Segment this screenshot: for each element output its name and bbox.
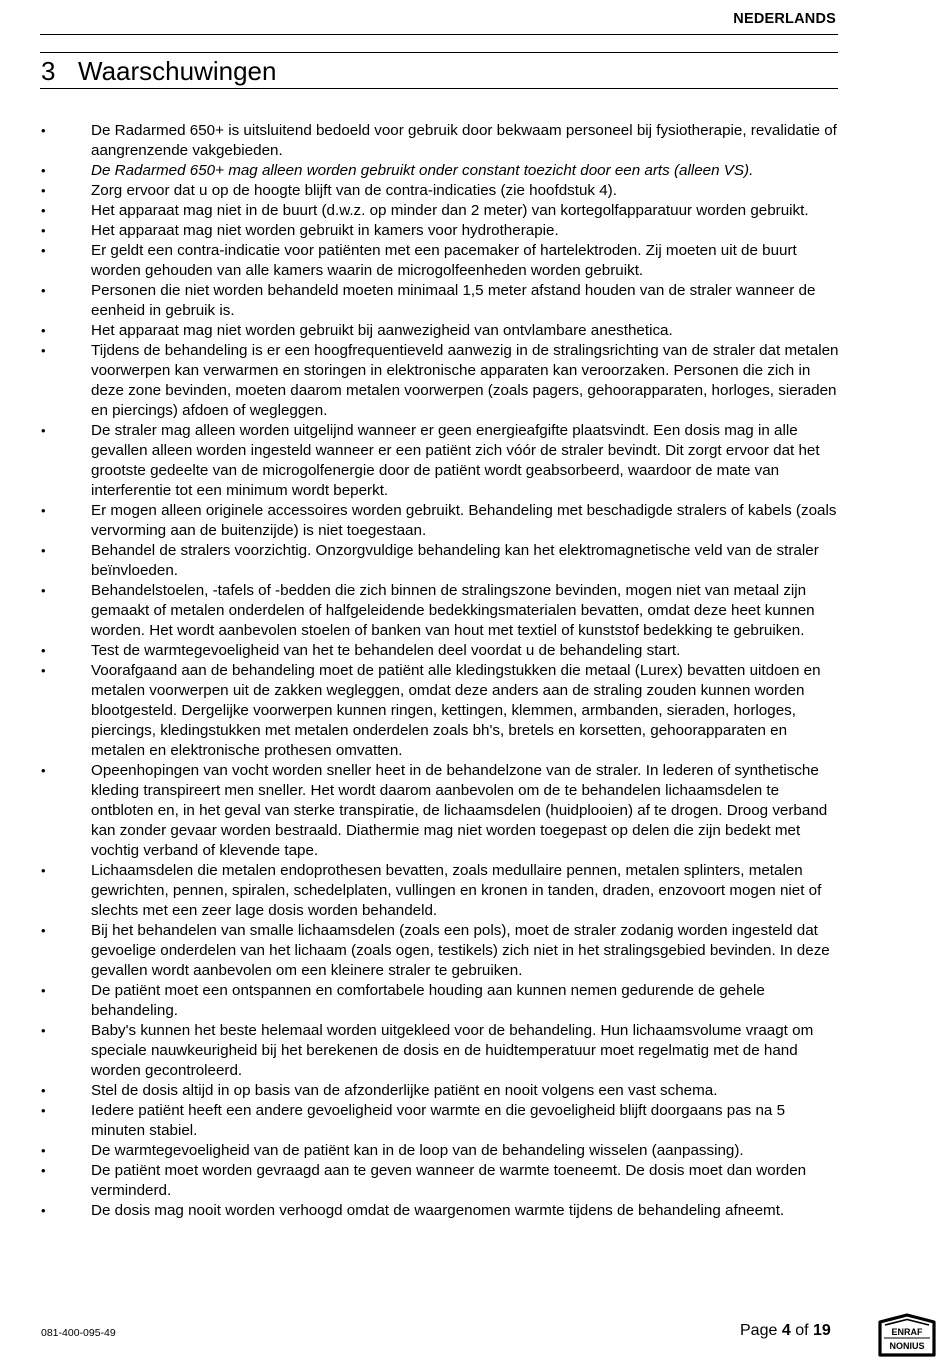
warning-text: De Radarmed 650+ is uitsluitend bedoeld voor gebruik door bekwaam personeel bij fysiotherapie, revalidatie of aangrenzende vakgebieden. — [91, 122, 837, 159]
warning-item — [40, 1161, 840, 1201]
warning-text: Het apparaat mag niet worden gebruikt in kamers voor hydrotherapie. — [91, 222, 559, 239]
warning-item — [40, 1081, 840, 1101]
bullet-icon: • — [41, 643, 46, 658]
warning-item — [40, 541, 840, 581]
warning-text: Behandel de stralers voorzichtig. Onzorgvuldige behandeling kan het elektromagnetische veld van de straler beïnvloeden. — [91, 542, 819, 579]
warning-item — [40, 181, 840, 201]
logo-text-nonius: NONIUS — [889, 1341, 925, 1351]
warning-item — [40, 421, 840, 501]
bullet-icon: • — [41, 923, 46, 938]
bullet-icon: • — [41, 983, 46, 998]
warning-text: Behandelstoelen, -tafels of -bedden die zich binnen de stralingszone bevinden, mogen niet van metaal zijn gemaakt of metalen onderdelen of halfgeleidende bedekkingsmaterialen bevatten, omdat deze heet kunnen worden. Het wordt aanbevolen stoelen of banken van hout met textiel of kunststof bedekking te gebruiken. — [91, 582, 815, 639]
page-word: Page — [740, 1322, 778, 1339]
bullet-icon: • — [41, 283, 46, 298]
bullet-icon: • — [41, 123, 46, 138]
warning-text: Voorafgaand aan de behandeling moet de patiënt alle kledingstukken die metaal (Lurex) bevatten uitdoen en metalen voorwerpen uit de zakken wegleggen, omdat deze anders aan de straling zouden kunnen worden blootgesteld. Dergelijke voorwerpen kunnen ringen, kettingen, klemmen, armbanden, sieraden, horloges, piercings, kledingstukken met metalen onderdelen zoals bh's, bretels en korsetten, gehoorapparaten en metalen en elektronische prothesen omvatten. — [91, 662, 821, 759]
warning-text: Test de warmtegevoeligheid van het te behandelen deel voordat u de behandeling start. — [91, 642, 681, 659]
warning-item — [40, 501, 840, 541]
bullet-icon: • — [41, 763, 46, 778]
warning-text: Zorg ervoor dat u op de hoogte blijft van de contra-indicaties (zie hoofdstuk 4). — [91, 182, 617, 199]
bullet-icon: • — [41, 163, 46, 178]
section-heading — [41, 55, 276, 87]
section-number: 3 — [41, 56, 56, 86]
bullet-icon: • — [41, 1023, 46, 1038]
section-title: Waarschuwingen — [78, 56, 277, 86]
page-indicator — [740, 1322, 831, 1340]
bullet-icon: • — [41, 583, 46, 598]
page-current: 4 — [781, 1322, 791, 1339]
warning-text: Het apparaat mag niet worden gebruikt bij aanwezigheid van ontvlambare anesthetica. — [91, 322, 673, 339]
warning-item — [40, 121, 840, 161]
warning-item — [40, 921, 840, 981]
enraf-nonius-logo-icon — [876, 1312, 938, 1360]
warning-text: De patiënt moet een ontspannen en comfortabele houding aan kunnen nemen gedurende de gehele behandeling. — [91, 982, 765, 1019]
warning-text: Baby's kunnen het beste helemaal worden uitgekleed voor de behandeling. Hun lichaamsvolume vraagt om speciale nauwkeurigheid bij het berekenen de dosis en de huidtemperatuur moet regelmatig met de hand worden gecontroleerd. — [91, 1022, 814, 1079]
warning-text: Stel de dosis altijd in op basis van de afzonderlijke patiënt en nooit volgens een vast schema. — [91, 1082, 718, 1099]
warning-item — [40, 281, 840, 321]
warning-text: Er geldt een contra-indicatie voor patiënten met een pacemaker of hartelektroden. Zij moeten uit de buurt worden gehouden van alle kamers waarin de microgolfeenheden worden gebruikt. — [91, 242, 797, 279]
warning-item — [40, 661, 840, 761]
warning-item — [40, 201, 840, 221]
warning-text: De Radarmed 650+ mag alleen worden gebruikt onder constant toezicht door een arts (alleen VS). — [91, 162, 754, 179]
header-rule — [40, 34, 838, 35]
heading-top-rule — [40, 52, 838, 53]
warning-item — [40, 221, 840, 241]
bullet-icon: • — [41, 863, 46, 878]
warning-text: Iedere patiënt heeft een andere gevoeligheid voor warmte en die gevoeligheid blijft doorgaans pas na 5 minuten stabiel. — [91, 1102, 786, 1139]
bullet-icon: • — [41, 1143, 46, 1158]
warning-item — [40, 321, 840, 341]
warning-text: De straler mag alleen worden uitgelijnd wanneer er geen energieafgifte plaatsvindt. Een dosis mag in alle gevallen alleen worden ingesteld wanneer er een patiënt zich vóór de straler bevindt. Dit zorgt ervoor dat het grootste gedeelte van de microgolfenergie door de patiënt wordt geabsorbeerd, waardoor de mate van interferentie tot een minimum wordt beperkt. — [91, 422, 820, 499]
bullet-icon: • — [41, 323, 46, 338]
warning-text: De patiënt moet worden gevraagd aan te geven wanneer de warmte toeneemt. De dosis moet dan worden verminderd. — [91, 1162, 807, 1199]
bullet-icon: • — [41, 1163, 46, 1178]
logo-text-enraf: ENRAF — [891, 1327, 923, 1337]
warning-text: Lichaamsdelen die metalen endoprothesen bevatten, zoals medullaire pennen, metalen splinters, metalen gewrichten, pennen, spiralen, schedelplaten, vullingen en kronen in tanden, draden, enzovoort mogen niet of slechts met een zeer lage dosis worden behandeld. — [91, 862, 822, 919]
bullet-icon: • — [41, 1103, 46, 1118]
warning-item — [40, 241, 840, 281]
warning-text: De dosis mag nooit worden verhoogd omdat de waargenomen warmte tijdens de behandeling afneemt. — [91, 1202, 785, 1219]
warnings-list — [40, 121, 840, 1221]
warning-text: Opeenhopingen van vocht worden sneller heet in de behandelzone van de straler. In lederen of synthetische kleding transpireert men sneller. Het wordt daarom aanbevolen om de te behandelen lichaamsdelen te ontbloten en, in het geval van sterke transpiratie, de lichaamsdelen (huidplooien) af te drogen. Droog verband kan zonder gevaar worden bestraald. Diathermie mag niet worden toegepast op delen die zijn bedekt met vochtig verband of klevende tape. — [91, 762, 828, 859]
warning-item — [40, 1141, 840, 1161]
warning-item — [40, 761, 840, 861]
warning-item — [40, 861, 840, 921]
warning-text: Het apparaat mag niet in de buurt (d.w.z. op minder dan 2 meter) van kortegolfapparatuur worden gebruikt. — [91, 202, 809, 219]
page-of: of — [795, 1322, 809, 1339]
bullet-icon: • — [41, 663, 46, 678]
warning-item — [40, 641, 840, 661]
bullet-icon: • — [41, 203, 46, 218]
page-total: 19 — [812, 1322, 831, 1339]
warning-text: Personen die niet worden behandeld moeten minimaal 1,5 meter afstand houden van de straler wanneer de eenheid in gebruik is. — [91, 282, 816, 319]
bullet-icon: • — [41, 243, 46, 258]
warning-text: Er mogen alleen originele accessoires worden gebruikt. Behandeling met beschadigde stralers of kabels (zoals vervorming aan de buitenzijde) is niet toegestaan. — [91, 502, 837, 539]
heading-bottom-rule — [40, 88, 838, 89]
bullet-icon: • — [41, 423, 46, 438]
bullet-icon: • — [41, 543, 46, 558]
bullet-icon: • — [41, 343, 46, 358]
warning-item — [40, 1021, 840, 1081]
language-label: NEDERLANDS — [733, 11, 836, 27]
bullet-icon: • — [41, 1203, 46, 1218]
warning-text: De warmtegevoeligheid van de patiënt kan in de loop van de behandeling wisselen (aanpassing). — [91, 1142, 744, 1159]
bullet-icon: • — [41, 223, 46, 238]
warning-text: Tijdens de behandeling is er een hoogfrequentieveld aanwezig in de stralingsrichting van de straler dat metalen voorwerpen kan verwarmen en storingen in elektronische apparaten kan veroorzaken. Personen die zich in deze zone bevinden, moeten daarom metalen voorwerpen (zoals pagers, gehoorapparaten, horloges, sieraden en piercings) afdoen of wegleggen. — [91, 342, 839, 419]
document-number: 081-400-095-49 — [41, 1327, 116, 1339]
bullet-icon: • — [41, 1083, 46, 1098]
warning-item — [40, 161, 840, 181]
warning-text: Bij het behandelen van smalle lichaamsdelen (zoals een pols), moet de straler zodanig worden ingesteld dat gevoelige onderdelen van het lichaam (zoals ogen, testikels) zich niet in het stralingsgebied bevinden. In deze gevallen wordt aanbevolen om een kleinere straler te gebruiken. — [91, 922, 830, 979]
warning-item — [40, 341, 840, 421]
warning-item — [40, 1101, 840, 1141]
warning-item — [40, 1201, 840, 1221]
bullet-icon: • — [41, 503, 46, 518]
warning-item — [40, 981, 840, 1021]
bullet-icon: • — [41, 183, 46, 198]
warning-item — [40, 581, 840, 641]
